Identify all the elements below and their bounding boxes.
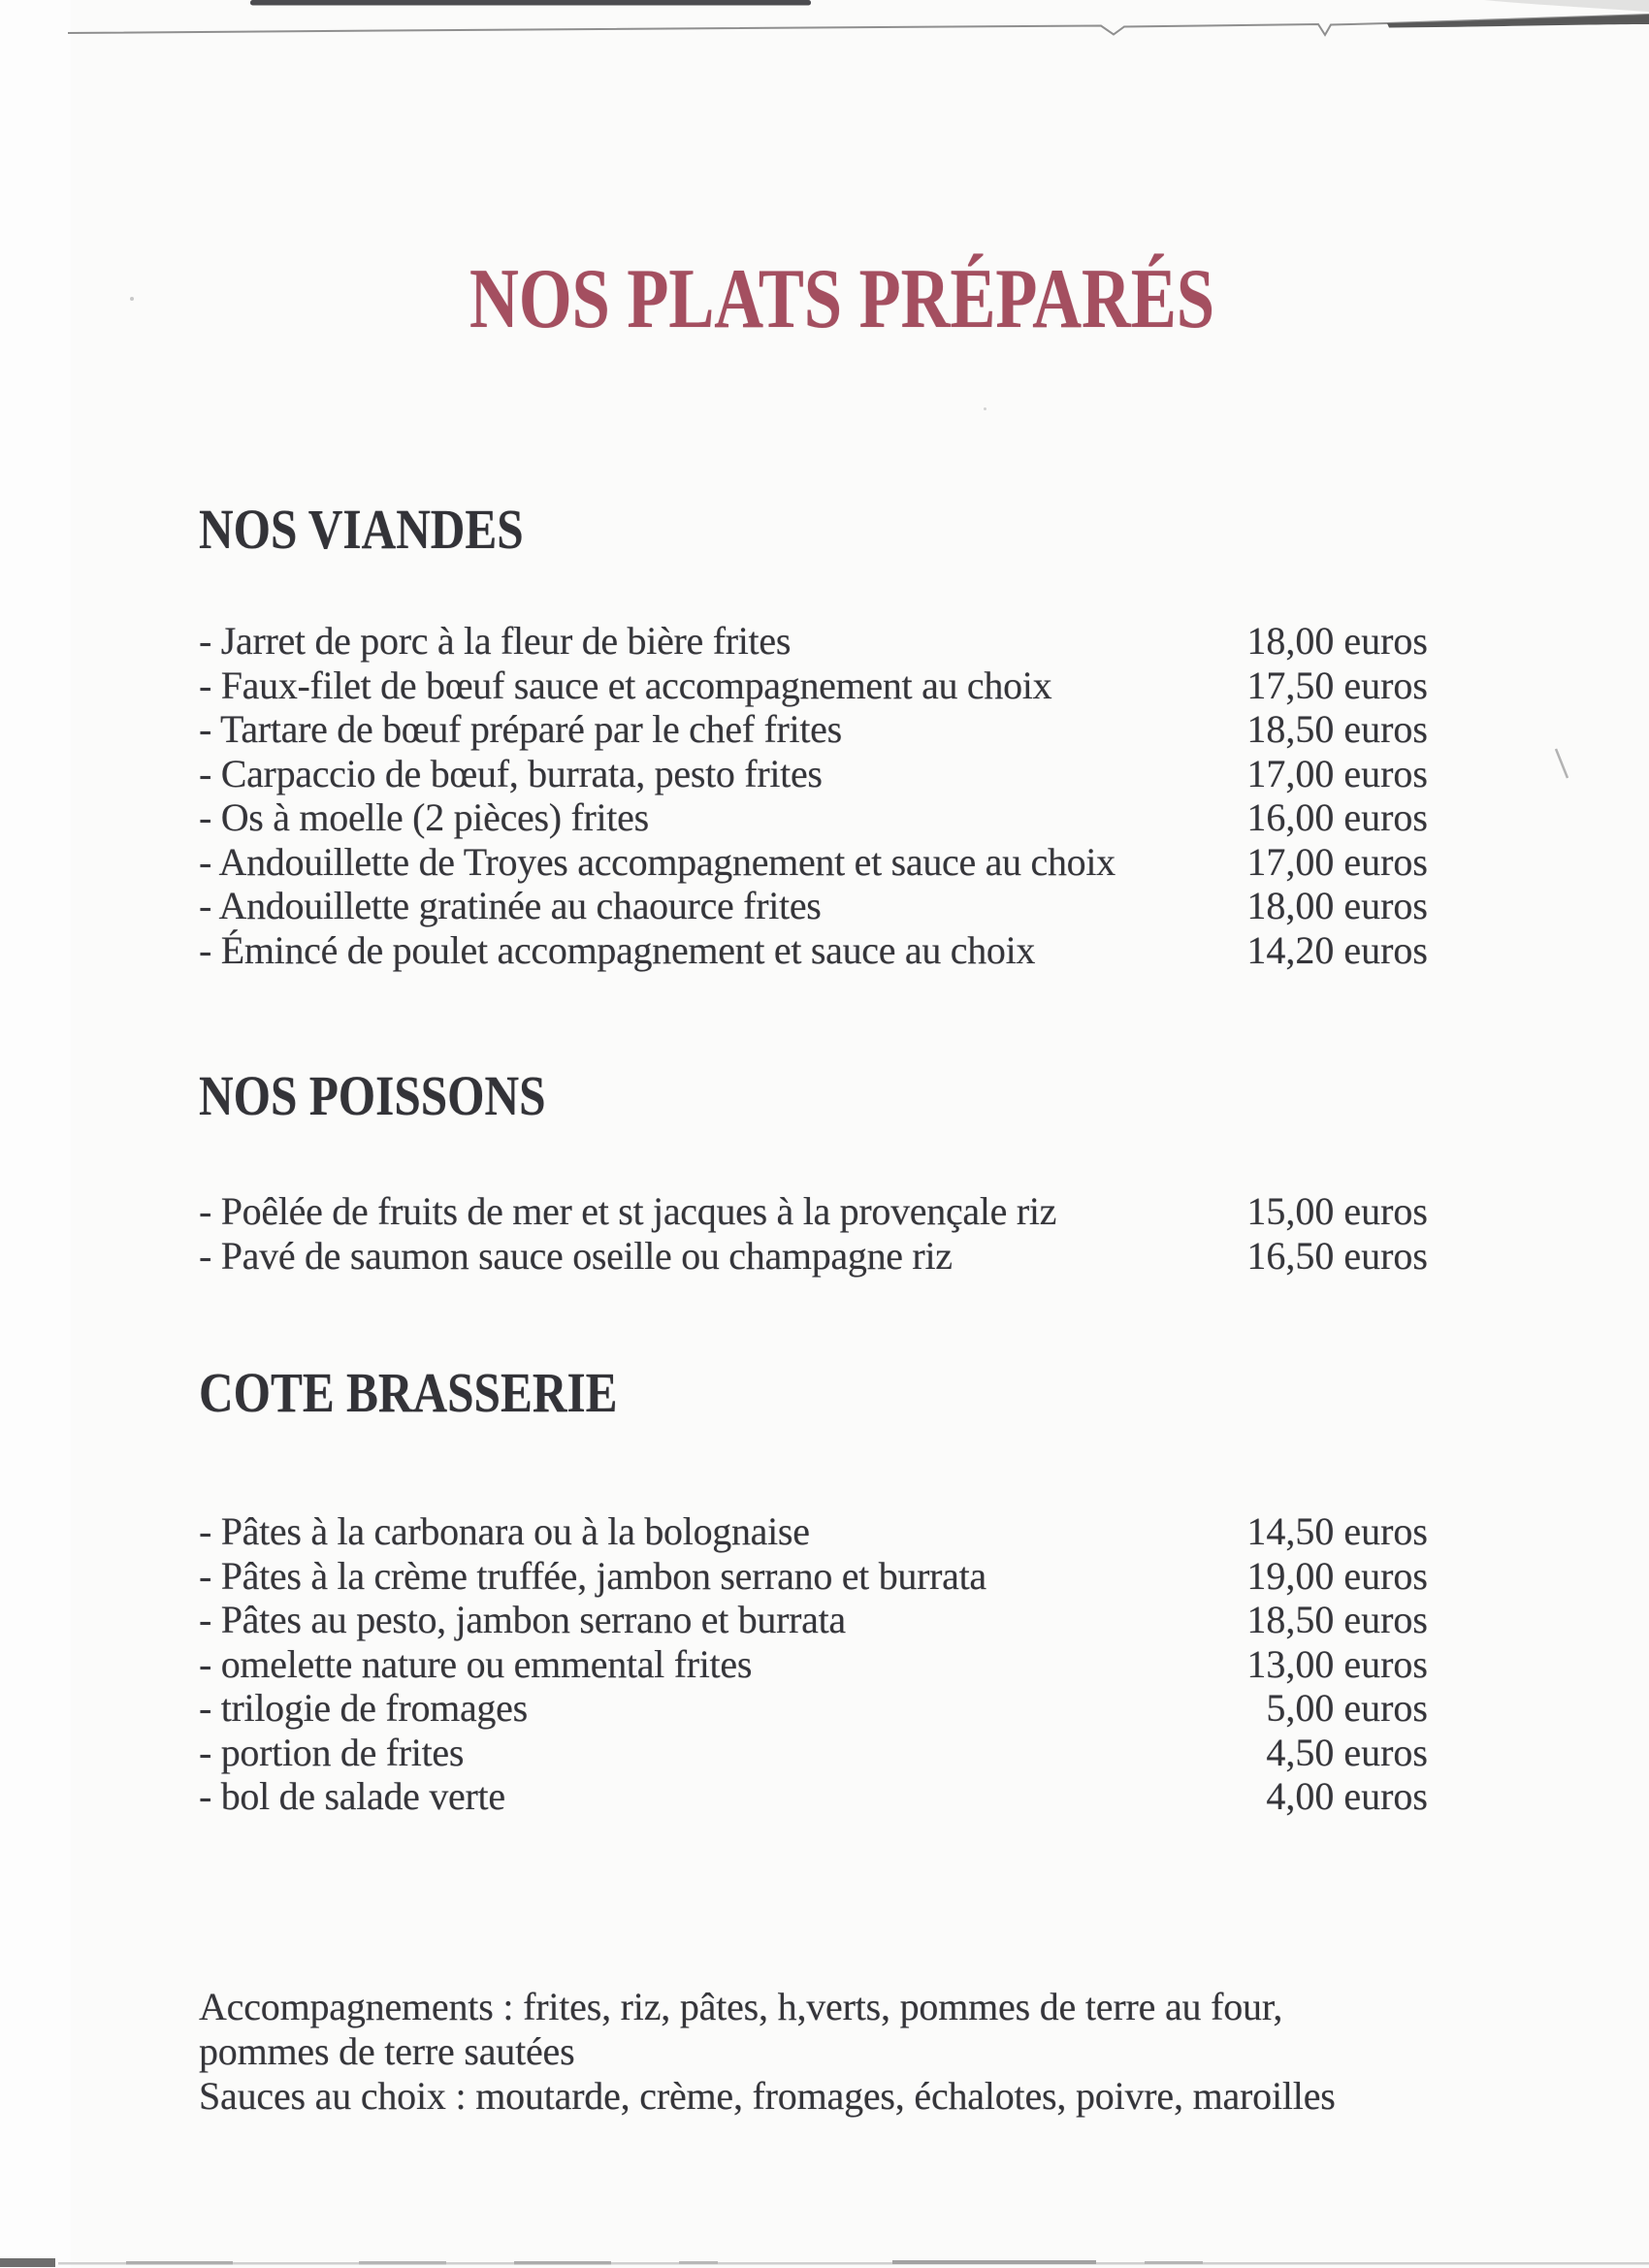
item-price: 17,50 euros xyxy=(1246,663,1428,707)
footer-note-line: Accompagnements : frites, riz, pâtes, h,verts, pommes de terre au four, xyxy=(199,1985,1283,2028)
menu-item-row xyxy=(199,1774,1428,1819)
item-price: 17,00 euros xyxy=(1246,839,1428,884)
item-price: 17,00 euros xyxy=(1246,751,1428,795)
item-price: 16,00 euros xyxy=(1246,795,1428,839)
item-price: 18,00 euros xyxy=(1246,619,1428,663)
scan-speck xyxy=(984,407,986,410)
scan-edge-top xyxy=(0,0,1649,47)
menu-item-row xyxy=(199,884,1428,928)
menu-item-row xyxy=(199,1731,1428,1775)
menu-item-row xyxy=(199,795,1428,840)
item-name: - Émincé de poulet accompagnement et sauce au choix xyxy=(199,927,1036,972)
menu-item-row xyxy=(199,1234,1428,1279)
item-price: 13,00 euros xyxy=(1246,1641,1428,1686)
item-price: 14,20 euros xyxy=(1246,927,1428,972)
menu-item-row xyxy=(199,1686,1428,1731)
menu-item-row xyxy=(199,1189,1428,1234)
menu-item-row xyxy=(199,707,1428,752)
item-name: - bol de salade verte xyxy=(199,1774,505,1818)
item-name: - Jarret de porc à la fleur de bière frites xyxy=(199,619,792,663)
menu-item-row xyxy=(199,752,1428,796)
menu-item-row xyxy=(199,664,1428,708)
item-price: 4,50 euros xyxy=(1266,1730,1428,1774)
footer-note-line: Sauces au choix : moutarde, crème, fromages, échalotes, poivre, maroilles xyxy=(199,2074,1336,2118)
item-price: 14,50 euros xyxy=(1246,1509,1428,1553)
menu-list-brasserie xyxy=(199,1509,1428,1819)
item-price: 4,00 euros xyxy=(1266,1774,1428,1818)
scan-edge-bottom xyxy=(0,2243,1649,2268)
item-name: - Pavé de saumon sauce oseille ou champagne riz xyxy=(199,1233,953,1278)
item-price: 19,00 euros xyxy=(1246,1553,1428,1598)
menu-item-row xyxy=(199,1642,1428,1687)
menu-list-viandes xyxy=(199,619,1428,972)
item-price: 18,00 euros xyxy=(1246,884,1428,927)
page-title: NOS PLATS PRÉPARÉS xyxy=(469,252,1214,346)
item-name: - portion de frites xyxy=(199,1730,465,1774)
item-name: - omelette nature ou emmental frites xyxy=(199,1641,753,1686)
menu-list-poissons xyxy=(199,1189,1428,1278)
item-name: - Faux-filet de bœuf sauce et accompagnement au choix xyxy=(199,663,1052,707)
scan-mark-right xyxy=(1550,747,1575,782)
footer-note-line: pommes de terre sautées xyxy=(199,2029,575,2073)
menu-item-row xyxy=(199,1509,1428,1554)
item-price: 16,50 euros xyxy=(1246,1233,1428,1278)
item-price: 15,00 euros xyxy=(1246,1189,1428,1233)
item-name: - Poêlée de fruits de mer et st jacques à la provençale riz xyxy=(199,1189,1057,1233)
item-name: - Pâtes à la crème truffée, jambon serrano et burrata xyxy=(199,1553,986,1598)
item-price: 18,50 euros xyxy=(1246,1598,1428,1641)
item-name: - Pâtes à la carbonara ou à la bolognaise xyxy=(199,1509,810,1553)
section-heading-poissons: NOS POISSONS xyxy=(199,1064,546,1127)
menu-item-row xyxy=(199,1598,1428,1642)
section-heading-viandes: NOS VIANDES xyxy=(199,498,524,561)
item-name: - Andouillette gratinée au chaource frites xyxy=(199,884,822,927)
item-name: - Tartare de bœuf préparé par le chef frites xyxy=(199,707,842,751)
item-name: - Andouillette de Troyes accompagnement et sauce au choix xyxy=(199,839,1116,884)
section-heading-brasserie: COTE BRASSERIE xyxy=(199,1361,618,1424)
item-name: - Pâtes au pesto, jambon serrano et burrata xyxy=(199,1598,846,1641)
menu-item-row xyxy=(199,1554,1428,1599)
footer-notes xyxy=(199,1985,1474,2119)
item-price: 5,00 euros xyxy=(1266,1686,1428,1730)
menu-item-row xyxy=(199,619,1428,664)
menu-item-row xyxy=(199,840,1428,885)
item-name: - Os à moelle (2 pièces) frites xyxy=(199,795,649,839)
item-price: 18,50 euros xyxy=(1246,707,1428,751)
item-name: - trilogie de fromages xyxy=(199,1686,528,1730)
scan-speck xyxy=(130,297,134,301)
menu-item-row xyxy=(199,928,1428,973)
item-name: - Carpaccio de bœuf, burrata, pesto frites xyxy=(199,751,823,795)
